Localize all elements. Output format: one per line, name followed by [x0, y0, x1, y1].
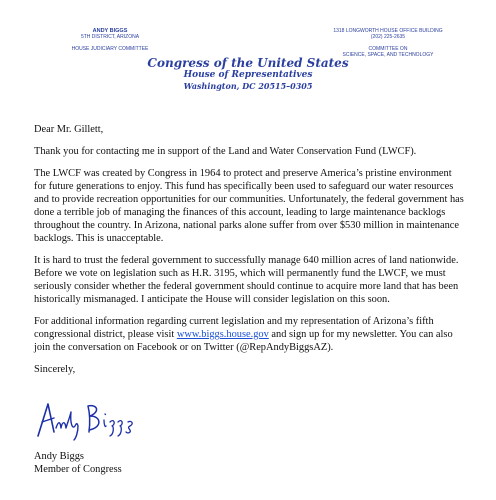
member-name: ANDY BIGGS	[92, 28, 128, 34]
signer-title: Member of Congress	[34, 464, 122, 475]
committee-line-2: SCIENCE, SPACE, AND TECHNOLOGY	[342, 52, 434, 58]
paragraph-4	[34, 315, 466, 354]
paragraph-4-text-b: and sign up for my newsletter. You can also join the conversation on Facebook or on Twitter (@RepAndyBiggsAZ).	[34, 329, 453, 353]
letterhead-left-block	[50, 28, 170, 52]
signature-image	[34, 398, 144, 442]
paragraph-4-text-a: For additional information regarding current legislation and my representation of Arizona’s fifth congressional district, please visit	[34, 316, 434, 340]
city-zip: Washington, DC 20515–0305	[183, 81, 313, 91]
signer-name: Andy Biggs	[34, 451, 84, 462]
letterhead-right-block	[318, 28, 458, 58]
office-phone: (202) 225-2635	[370, 34, 406, 40]
closing: Sincerely,	[34, 364, 76, 375]
member-committee: HOUSE JUDICIARY COMMITTEE	[71, 46, 149, 52]
congress-title: Congress of the United States	[147, 56, 349, 70]
signature-block	[34, 450, 122, 476]
committee-line-1: COMMITTEE ON	[368, 46, 408, 52]
member-district: 5TH DISTRICT, ARIZONA	[80, 34, 140, 40]
salutation: Dear Mr. Gillett,	[34, 124, 104, 135]
website-link[interactable]: www.biggs.house.gov	[176, 329, 269, 340]
paragraph-1: Thank you for contacting me in support of the Land and Water Conservation Fund (LWCF).	[34, 146, 417, 157]
letterhead	[0, 0, 496, 100]
office-address: 1318 LONGWORTH HOUSE OFFICE BUILDING	[333, 28, 443, 34]
house-title: House of Representatives	[183, 70, 313, 80]
letterhead-center	[140, 56, 356, 91]
letter-body	[34, 123, 466, 385]
paragraph-3: It is hard to trust the federal government to successfully manage 640 million acres of land nationwide. Before we vote on legislation such as H.R. 3195, which will permanently fund the LWCF, we must seriously consider whether the federal government should continue to acquire more land that has been historically mismanaged. I anticipate the House will consider legislation on this soon.	[34, 255, 459, 305]
paragraph-2: The LWCF was created by Congress in 1964 to protect and preserve America’s pristine environment for future generations to enjoy. This fund has specifically been used to safeguard our water resources and to provide recreation opportunities for our communities. Unfortunately, the federal government has done a terrible job of managing the finances of this account, leading to large maintenance backlogs throughout the country. In Arizona, national parks alone suffer from over $530 million in maintenance backlogs. This is unacceptable.	[34, 168, 464, 244]
